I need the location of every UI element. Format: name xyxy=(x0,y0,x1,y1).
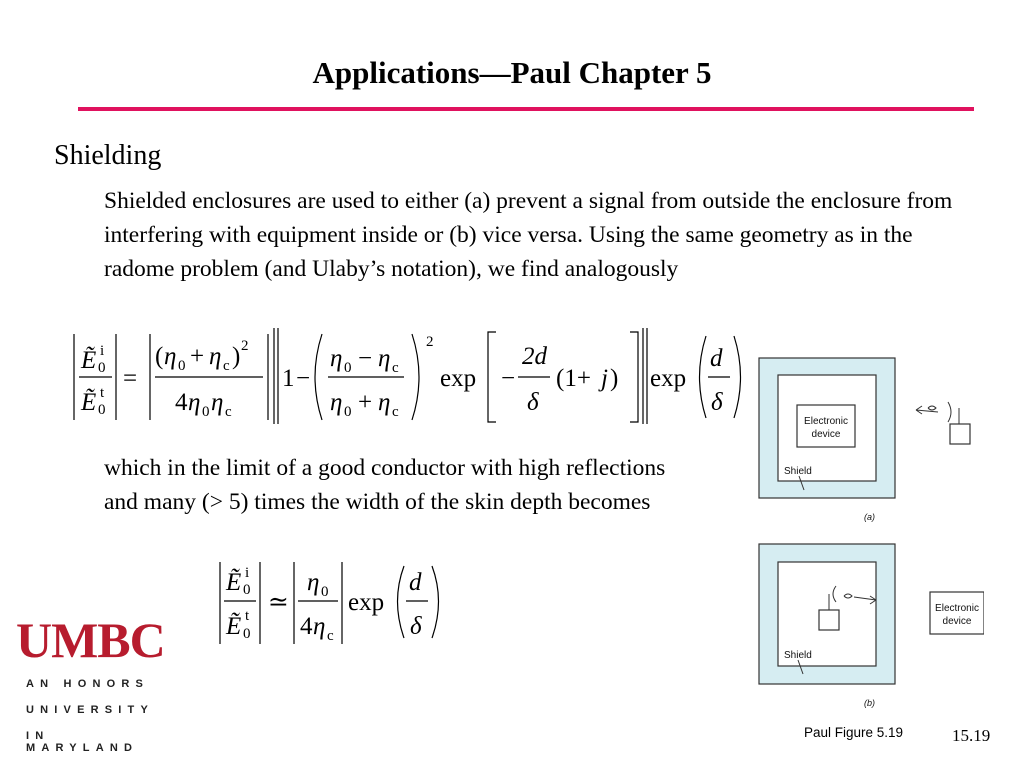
eq1-sub-0a: 0 xyxy=(98,360,106,376)
math-glyph-23: 0 xyxy=(202,404,210,420)
logo-tagline-line1: AN HONORS xyxy=(26,678,150,690)
math-glyph-33: − xyxy=(358,345,373,372)
math-glyph-40: η xyxy=(378,389,391,416)
math-glyph-77: 4 xyxy=(300,613,313,640)
math-glyph-22: η xyxy=(188,389,201,416)
math-glyph-12: ( xyxy=(155,343,164,370)
math-glyph-111: (b) xyxy=(864,698,875,708)
eq1-sup-i: i xyxy=(100,343,105,359)
math-glyph-106: Shield xyxy=(784,650,812,661)
eq1-lhs-den: Ẽ xyxy=(81,389,97,416)
math-glyph-16: η xyxy=(209,343,222,370)
math-glyph-44: exp xyxy=(440,365,477,392)
eq1-equals: = xyxy=(123,365,138,392)
math-glyph-41: c xyxy=(392,404,399,420)
eq2-relation: ≃ xyxy=(268,589,289,616)
eq1-sup-t: t xyxy=(100,385,105,401)
math-glyph-80: exp xyxy=(348,589,385,616)
math-glyph-24: η xyxy=(211,389,224,416)
math-glyph-101 xyxy=(819,610,839,630)
math-glyph-32: 0 xyxy=(344,360,352,376)
figure-b xyxy=(759,544,984,708)
math-glyph-69: t xyxy=(245,608,250,624)
math-glyph-68: Ẽ xyxy=(226,613,242,640)
math-glyph-84: δ xyxy=(410,613,422,640)
paragraph-limit: which in the limit of a good conductor with high reflections and many (> 5) times the width of the skin depth becomes xyxy=(104,455,666,515)
math-glyph-74: η xyxy=(307,569,320,596)
math-glyph-56: exp xyxy=(650,365,687,392)
math-glyph-43: 2 xyxy=(426,334,434,350)
figure-a xyxy=(759,358,970,522)
logo-tagline-line3: IN MARYLAND xyxy=(26,730,139,754)
math-glyph-61 xyxy=(734,336,741,418)
math-glyph-49: δ xyxy=(527,389,539,416)
math-glyph-31: η xyxy=(330,345,343,372)
math-glyph-57 xyxy=(700,336,707,418)
math-glyph-28: 1 xyxy=(282,365,295,392)
math-glyph-39: + xyxy=(358,389,373,416)
math-glyph-90: device xyxy=(811,429,841,440)
math-glyph-37: η xyxy=(330,389,343,416)
math-glyph-38: 0 xyxy=(344,404,352,420)
math-glyph-95 xyxy=(948,402,951,422)
math-glyph-35: c xyxy=(392,360,399,376)
math-glyph-21: 4 xyxy=(175,389,188,416)
title-underline xyxy=(78,107,974,111)
figure-credit: Paul Figure 5.19 xyxy=(804,725,904,740)
math-glyph-109: Electronic xyxy=(935,603,979,614)
math-glyph-29: − xyxy=(296,365,311,392)
section-heading: Shielding xyxy=(54,140,162,171)
math-glyph-91: Shield xyxy=(784,466,812,477)
math-glyph-78: η xyxy=(313,613,326,640)
math-glyph-98: (a) xyxy=(864,512,875,522)
math-glyph-30 xyxy=(315,334,322,420)
math-glyph-70: 0 xyxy=(243,626,251,642)
eq1-sub-0b: 0 xyxy=(98,402,106,418)
math-glyph-75: 0 xyxy=(321,584,329,600)
math-glyph-45 xyxy=(488,332,496,422)
math-glyph-25: c xyxy=(225,404,232,420)
math-glyph-85 xyxy=(432,566,439,638)
paragraph-intro: Shielded enclosures are used to either (a) prevent a signal from outside the enclosure from interfering with equipment inside or (b) vice versa. Using the same geometry as in the radome problem (and Ulaby’s notation), we find analogously xyxy=(104,188,953,282)
slide-title: Applications—Paul Chapter 5 xyxy=(312,55,712,90)
math-glyph-65: i xyxy=(245,565,250,581)
math-glyph-15: + xyxy=(190,343,205,370)
math-glyph-79: c xyxy=(327,628,334,644)
math-glyph-60: δ xyxy=(711,389,723,416)
math-glyph-34: η xyxy=(378,345,391,372)
math-glyph-58: d xyxy=(710,345,723,372)
equation-good-conductor-limit xyxy=(214,558,454,648)
math-glyph-82: d xyxy=(409,569,422,596)
math-glyph-89: Electronic xyxy=(804,416,848,427)
math-glyph-42 xyxy=(412,334,419,420)
math-glyph-110: device xyxy=(942,616,972,627)
umbc-logo: UMBC xyxy=(16,612,165,668)
math-glyph-53 xyxy=(630,332,638,422)
math-glyph-50: (1+ xyxy=(556,365,591,392)
math-glyph-17: c xyxy=(223,358,230,374)
eq1-lhs-num: Ẽ xyxy=(81,347,97,374)
math-glyph-52: ) xyxy=(610,365,619,392)
shielding-figure xyxy=(752,350,984,722)
equation-transmission-ratio xyxy=(60,326,760,426)
math-glyph-51: j xyxy=(601,365,608,392)
math-glyph-13: η xyxy=(164,343,177,370)
math-glyph-94 xyxy=(928,406,936,410)
math-glyph-19: 2 xyxy=(241,338,249,354)
math-glyph-47: 2d xyxy=(522,343,547,370)
math-glyph-14: 0 xyxy=(178,358,186,374)
math-glyph-81 xyxy=(398,566,405,638)
math-glyph-46: − xyxy=(501,365,516,392)
math-glyph-64: Ẽ xyxy=(226,569,242,596)
math-glyph-18: ) xyxy=(232,343,241,370)
math-glyph-66: 0 xyxy=(243,582,251,598)
math-glyph-97 xyxy=(950,424,970,444)
logo-tagline-line2: UNIVERSITY xyxy=(26,704,155,716)
page-number: 15.19 xyxy=(952,726,991,745)
